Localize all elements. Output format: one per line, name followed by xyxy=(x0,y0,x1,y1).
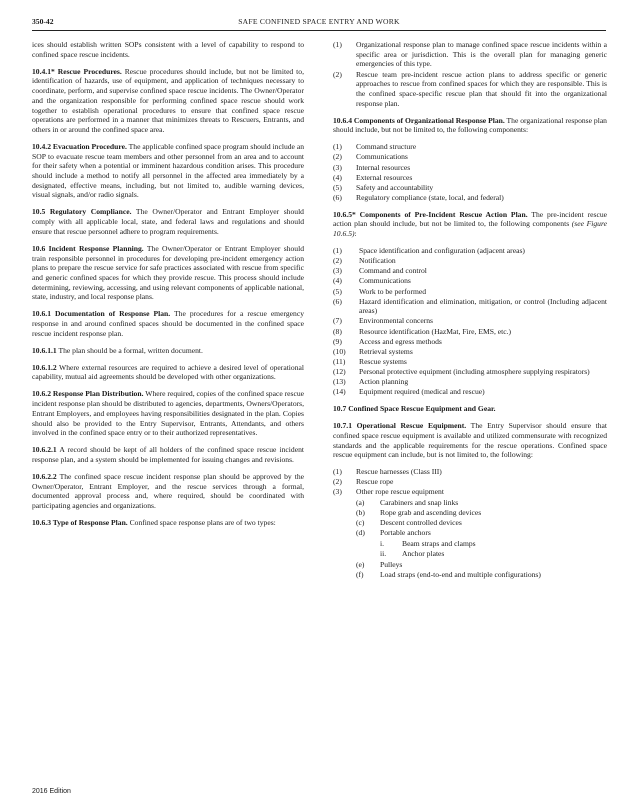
rescue-equipment-list xyxy=(333,467,607,579)
list-item: (1) Organizational response plan to manage confined space rescue incidents within a specific area or jurisdiction. This is the overall plan for managing generic emergencies of this type. xyxy=(333,40,607,69)
paragraph-10-6-4: 10.6.4 Components of Organizational Response Plan. The organizational response plan should include, but not be limited to, the following components: xyxy=(333,115,607,135)
response-plan-types-list xyxy=(333,40,607,108)
list-item: (10) Retrieval systems xyxy=(333,346,413,356)
list-item: i. Beam straps and clamps xyxy=(380,539,476,549)
list-item: (b) Rope grab and ascending devices xyxy=(356,508,482,518)
figure-reference: (see Figure 10.6.5) xyxy=(333,219,607,239)
list-item: (5) Safety and accountability xyxy=(333,182,434,192)
list-item: (4) External resources xyxy=(333,172,413,182)
list-item: (2) Rescue rope xyxy=(333,477,394,487)
list-item: (11) Rescue systems xyxy=(333,356,407,366)
list-item: (4) Communications xyxy=(333,276,411,286)
paragraph-10-7-1: 10.7.1 Operational Rescue Equipment. The Entry Supervisor should ensure that confined space rescue equipment is available and utilized commensurate with recognized standards and the applicable requirements for the rescue operations. Confined space rescue equipment can include, but is not limited to, the following: xyxy=(333,421,607,460)
paragraph-10-4-2: 10.4.2 Evacuation Procedure. The applicable confined space program should include an SOP to evacuate rescue team members and other personnel from an area and to account for their safety when a potential or imminent hazardous condition arises. This procedure should include a method to notify all personnel in the affected area immediately by a designated, effective means, including, but not limited to, audible warning devices, visual signals, and/or radio signals. xyxy=(32,141,304,200)
list-item: (1) Command structure xyxy=(333,142,417,152)
paragraph-10-6-1: 10.6.1 Documentation of Response Plan. The procedures for a rescue emergency response in and around confined spaces should be documented in the confined space rescue incident response plan. xyxy=(32,309,304,338)
paragraph-10-6-5: 10.6.5* Components of Pre-Incident Rescue Action Plan. The pre-incident rescue action plan should include, but not be limited to, the following components (see Figure 10.6.5): xyxy=(333,209,607,239)
list-item: (1) Rescue harnesses (Class III) xyxy=(333,467,442,477)
list-item: (a) Carabiners and snap links xyxy=(356,498,459,508)
list-item: (c) Descent controlled devices xyxy=(356,518,462,528)
paragraph-10-4-1: 10.4.1* Rescue Procedures. Rescue procedures should include, but not be limited to, identification of hazards, use of equipment, and application of techniques necessary to coordinate, perform, and supervise confined space rescue incidents. The Owner/Operator and the organization responsible for performing confined space rescue should work together to establish operational procedures to ensure that confined space rescue operations are performed in a manner that minimizes threats to Rescuers, Entrants, and others in or around the confined space area. xyxy=(32,66,304,134)
list-item: (5) Work to be performed xyxy=(333,286,427,296)
list-item: (e) Pulleys xyxy=(356,559,403,569)
page-footer: 2016 Edition xyxy=(32,788,71,795)
organizational-components-list xyxy=(333,142,607,202)
list-item: (3) Other rope rescue equipment (a) Carabiners and snap links (b) Rope grab and ascending devices (c) Descent controlled devices (d) Portable anchors i. Beam straps and clamps ii. Anchor plates (e) Pulleys (f) Load straps (end-to-end and multiple configurations) xyxy=(333,487,607,579)
paragraph-10-6-1-2: 10.6.1.2 Where external resources are required to achieve a desired level of operational capability, mutual aid agreements should be developed with other organizations. xyxy=(32,362,304,382)
list-item: (14) Equipment required (medical and rescue) xyxy=(333,387,485,397)
list-item: (3) Internal resources xyxy=(333,162,411,172)
list-item: (1) Space identification and configuration (adjacent areas) xyxy=(333,246,525,256)
list-item: (8) Resource identification (HazMat, Fire, EMS, etc.) xyxy=(333,326,512,336)
list-item: (12) Personal protective equipment (including atmosphere supplying respirators) xyxy=(333,366,590,376)
paragraph-10-6-2-1: 10.6.2.1 A record should be kept of all holders of the confined space rescue incident response plan, and a system should be implemented for issuing changes and revisions. xyxy=(32,445,304,464)
section-heading-10-7: 10.7 Confined Space Rescue Equipment and Gear. xyxy=(333,404,496,414)
list-item: (2) Rescue team pre-incident rescue action plans to address specific or generic approaches to rescue from confined spaces for which they are responsible. This is the confined space-specific rescue plan that should fit into the organizational response plan. xyxy=(333,69,607,108)
list-item: (6) Hazard identification and elimination, mitigation, or control (Including adjacent areas) xyxy=(333,296,607,316)
paragraph: ices should establish written SOPs consistent with a level of capability to respond to confined space rescue incidents. xyxy=(32,40,304,59)
paragraph-10-6-1-1: 10.6.1.1 The plan should be a formal, written document. xyxy=(32,345,203,355)
paragraph-10-6-2-2: 10.6.2.2 The confined space rescue incident response plan should be approved by the Owner/Operator, Entrant Employer, and the rescue services through a formal, documented approval process and, where required, should be coordinated with participating agencies and organizations. xyxy=(32,471,304,511)
list-item: (2) Notification xyxy=(333,256,396,266)
paragraph-10-6: 10.6 Incident Response Planning. The Owner/Operator or Entrant Employer should train responsible personnel in procedures for developing pre-incident emergency action plans to prepare the rescue service for safe practices associated with rescue from specific and generic confined spaces for which they provide rescue. This process should include determining, reviewing, accessing, and using relevant components of applicable national, state, industry, and local response plans. xyxy=(32,243,305,302)
list-item: (2) Communications xyxy=(333,152,408,162)
list-item: (13) Action planning xyxy=(333,377,409,387)
pre-incident-components-list xyxy=(333,246,607,397)
list-item: (9) Access and egress methods xyxy=(333,336,442,346)
list-item: (f) Load straps (end-to-end and multiple configurations) xyxy=(356,569,541,579)
list-item: (7) Environmental concerns xyxy=(333,316,434,326)
right-column xyxy=(333,40,607,587)
list-item: (d) Portable anchors i. Beam straps and clamps ii. Anchor plates xyxy=(356,528,607,559)
paragraph-10-5: 10.5 Regulatory Compliance. The Owner/Operator and Entrant Employer should comply with all applicable local, state, and federal laws and regulations and should ensure that rescue personnel adhere to program requirements. xyxy=(32,207,304,236)
list-item: (3) Command and control xyxy=(333,266,427,276)
page-header xyxy=(32,15,606,31)
list-item: (6) Regulatory compliance (state, local, and federal) xyxy=(333,192,504,202)
paragraph-10-6-2: 10.6.2 Response Plan Distribution. Where required, copies of the confined space rescue incident response plan should be distributed to agencies, departments, Owners/Operators, Entrant Employers, and employees having responsibilities designated in the plan. Copies should also be provided to the Entry Supervisor, Entrants, Attendants, and others involved in the confined space entry or to their authorized representatives. xyxy=(32,389,305,438)
left-column xyxy=(32,40,304,535)
running-title: SAFE CONFINED SPACE ENTRY AND WORK xyxy=(238,17,400,26)
paragraph-10-6-3: 10.6.3 Type of Response Plan. Confined space response plans are of two types: xyxy=(32,518,276,528)
portable-anchors-sublist xyxy=(380,539,607,559)
rope-equipment-sublist xyxy=(356,498,607,580)
page-number: 350-42 xyxy=(32,17,54,26)
list-item: ii. Anchor plates xyxy=(380,549,445,559)
